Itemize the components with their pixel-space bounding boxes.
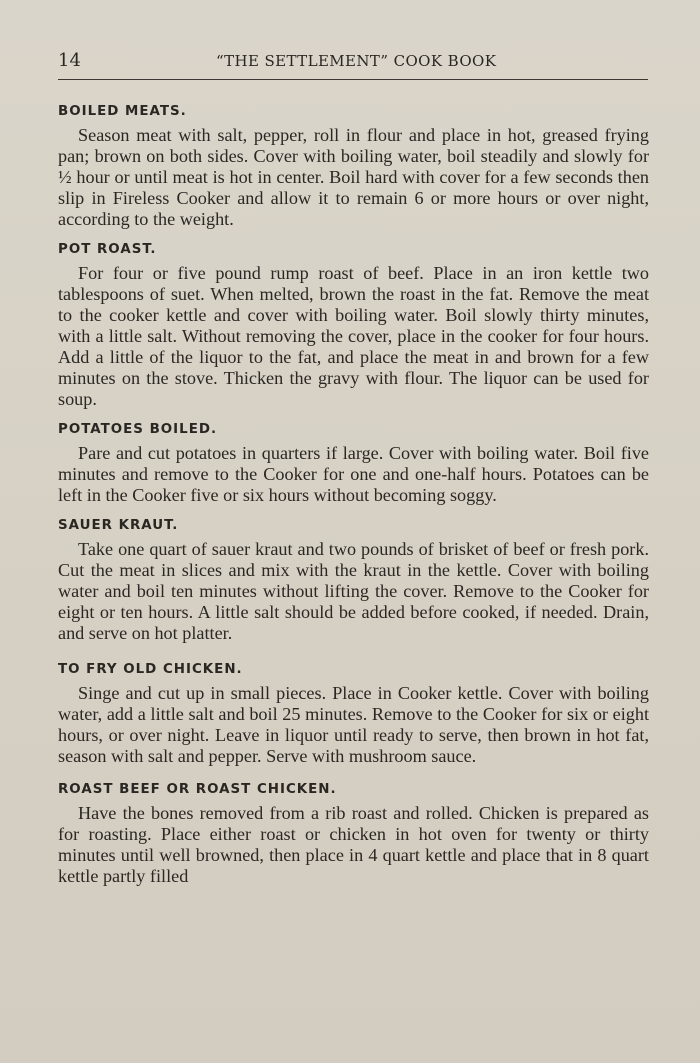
running-title: “THE SETTLEMENT” COOK BOOK [216, 52, 497, 70]
recipe-title: ROAST BEEF OR ROAST CHICKEN. [58, 782, 337, 797]
page-content [58, 100, 649, 887]
header-rule [58, 79, 648, 80]
recipe-body: Season meat with salt, pepper, roll in flour and place in hot, greased frying pan; brown on both sides. Cover with boiling water, boil steadily and slowly for ½ hour or until meat is hot in center. Boil hard with cover for a few seconds then slip in Fireless Cooker and allow it to remain 6 or more hours or over night, according to the weight. [58, 125, 649, 229]
recipe-body: Pare and cut potatoes in quarters if large. Cover with boiling water. Boil five minutes and remove to the Cooker for one and one-half hours. Potatoes can be left in the Cooker five or six hours without becoming soggy. [58, 443, 649, 505]
recipe-body: Have the bones removed from a rib roast and rolled. Chicken is prepared as for roasting. Place either roast or chicken in hot oven for twenty or thirty minutes until well browned, then place in 4 quart kettle and place that in 8 quart kettle partly filled [58, 803, 649, 886]
recipe-body: For four or five pound rump roast of beef. Place in an iron kettle two tablespoons of suet. When melted, brown the roast in the fat. Remove the meat to the cooker kettle and cover with boiling water. Boil slowly thirty minutes, with a little salt. Without removing the cover, place in the cooker for four hours. Add a little of the liquor to the fat, and place the meat in and brown for a few minutes on the stove. Thicken the gravy with flour. The liquor can be used for soup. [58, 263, 649, 409]
recipe-fry-old-chicken [58, 660, 649, 767]
recipe-sauer-kraut [58, 516, 649, 644]
recipe-pot-roast [58, 240, 649, 410]
recipe-boiled-meats [58, 102, 649, 230]
recipe-roast-beef-or-chicken [58, 780, 649, 887]
recipe-title: POTATOES BOILED. [58, 422, 218, 437]
recipe-body: Take one quart of sauer kraut and two pounds of brisket of beef or fresh pork. Cut the meat in slices and mix with the kraut in the kettle. Cover with boiling water and boil ten minutes without lifting the cover. Remove to the Cooker for eight or ten hours. A little salt should be added before cooked, if needed. Drain, and serve on hot platter. [58, 539, 649, 643]
recipe-title: TO FRY OLD CHICKEN. [58, 662, 243, 677]
recipe-potatoes-boiled [58, 420, 649, 506]
recipe-title: POT ROAST. [58, 242, 157, 257]
recipe-body: Singe and cut up in small pieces. Place in Cooker kettle. Cover with boiling water, add a little salt and boil 25 minutes. Remove to the Cooker for six or eight hours, or over night. Leave in liquor until ready to serve, then brown in hot fat, season with salt and pepper. Serve with mushroom sauce. [58, 683, 649, 766]
recipe-title: BOILED MEATS. [58, 104, 187, 119]
recipe-title: SAUER KRAUT. [58, 518, 179, 533]
page-number: 14 [58, 50, 81, 71]
